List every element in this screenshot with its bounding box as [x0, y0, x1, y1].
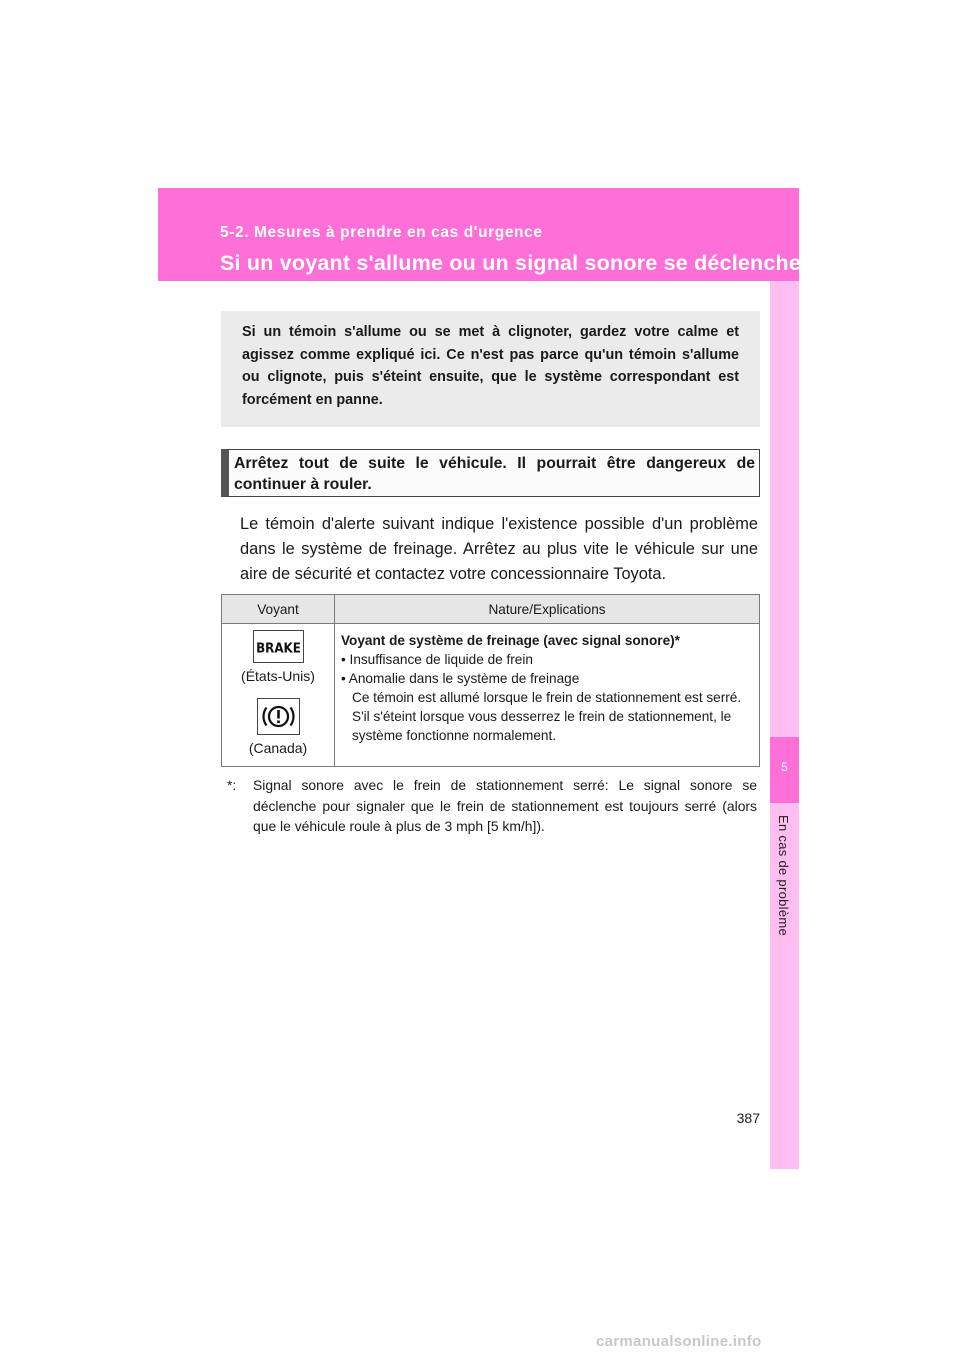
body-paragraph: Le témoin d'alerte suivant indique l'existence possible d'un problème dans le système de freinage. Arrêtez au plus vite le véhicule sur une aire de sécurité et contactez votre concessionnaire Toyota.	[240, 515, 758, 583]
page-title: Si un voyant s'allume ou un signal sonore se déclenche...	[220, 251, 820, 275]
page-number: 387	[736, 1110, 760, 1126]
warning-lamp-table	[221, 594, 760, 767]
intro-box: Si un témoin s'allume ou se met à clignoter, gardez votre calme et agissez comme expliqué ici. Ce n'est pas parce qu'un témoin s'allume ou clignote, puis s'éteint ensuite, que le système correspondant est forcément en panne.	[221, 311, 760, 427]
lamp-caption-usa: (États-Unis)	[241, 668, 315, 684]
chapter-number: 5	[781, 760, 788, 774]
description-bullet: • Insuffisance de liquide de frein	[341, 652, 533, 667]
warning-heading: Arrêtez tout de suite le véhicule. Il pourrait être dangereux de continuer à rouler.	[221, 449, 760, 497]
column-header-lamp: Voyant	[222, 595, 335, 624]
description-note: Ce témoin est allumé lorsque le frein de stationnement est serré. S'il s'éteint lorsque vous desserrez le frein de stationnement, le système fonctionne normalement.	[352, 690, 742, 743]
description-cell	[335, 624, 760, 767]
lamp-cell	[222, 624, 335, 767]
lamp-caption-canada: (Canada)	[248, 740, 308, 756]
footnote	[227, 775, 757, 837]
chapter-name: En cas de problème	[776, 815, 791, 937]
description-title: Voyant de système de freinage (avec signal sonore)*	[341, 633, 680, 648]
brake-icon-text: BRAKE	[255, 639, 301, 656]
description-bullet: • Anomalie dans le système de freinage	[341, 671, 580, 686]
table-header-row	[222, 595, 760, 624]
table-row	[222, 624, 760, 767]
brake-text-icon	[253, 630, 304, 663]
side-strip	[770, 281, 799, 1169]
column-header-description: Nature/Explications	[335, 595, 760, 624]
section-label: 5-2. Mesures à prendre en cas d'urgence	[220, 224, 543, 241]
watermark[interactable]: carmanualsonline.info	[596, 1333, 762, 1350]
footnote-text: Signal sonore avec le frein de stationnement serré: Le signal sonore se déclenche pour signaler que le frein de stationnement est toujours serré (alors que le véhicule roule à plus de 3 mph [5 km/h]).	[253, 777, 757, 834]
brake-circle-exclamation-icon	[257, 698, 300, 735]
footnote-mark: *:	[227, 777, 237, 793]
